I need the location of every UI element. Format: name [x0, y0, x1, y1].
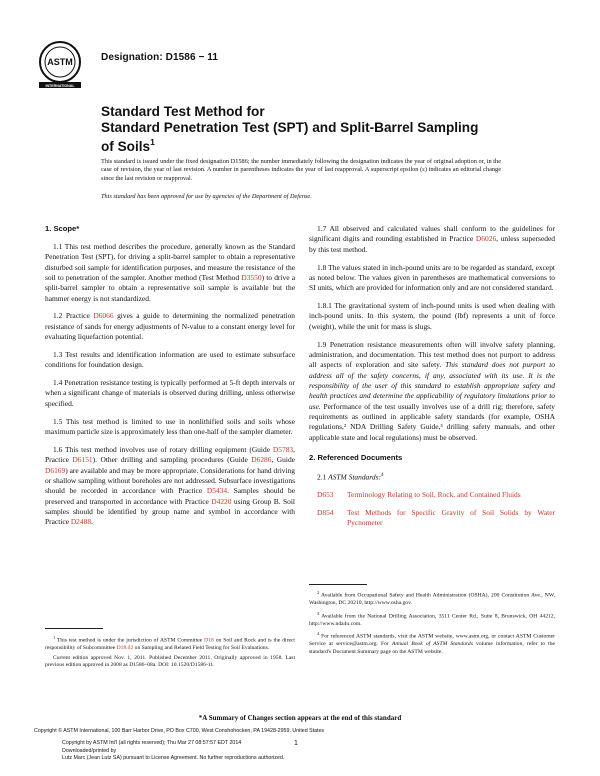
reference-code[interactable]: D653 [317, 490, 334, 500]
link-d6169[interactable]: D6169 [45, 465, 66, 475]
standard-note: This standard is issued under the fixed designation D1586; the number immediately following the designation indicates the year of original adoption or, in the case of revision, the year of last revision. A number in parentheses indicates the year of last reapproval. A superscript epsilon (ε) indicates an editorial change since the last revision or reapproval. [101, 158, 501, 182]
designation: Designation: D1586 − 11 [101, 52, 219, 63]
paragraph-1-6: 1.6 This test method involves use of rotary drilling equipment (Guide D5783, Practice D6151). Other drilling and sampling procedures (Guide D6286, Guide D6169) are available and may be more appropriate. Considerations for hand driving or shallow sampling without boreholes are not addressed. Subsurface investigations should be recorded in accordance with Practice D5434. Samples should be preserved and transported in accordance with Practice D4220 using Group B. Soil samples should be identified by group name and symbol in accordance with Practice D2488. [45, 444, 295, 527]
footnote-3: $^3$ Available from the National Drilling Association, 3511 Center Rd., Suite 8, Brunswick, OH 44212, http://www.nda4u.com. [309, 610, 556, 627]
reference-d854[interactable] [309, 508, 555, 529]
footnote-4: $^4$ For referenced ASTM standards, visit the ASTM website, www.astm.org, or contact ASTM Customer Service at service@astm.org. For Annual Book of ASTM Standards volume information, refer to the standard's Document Summary page on the ASTM website. [309, 631, 555, 655]
link-d4220[interactable]: D4220 [211, 496, 232, 506]
paragraph-1-8: 1.8 The values stated in inch-pound units are to be regarded as standard, except as noted below. The values given in parentheses are mathematical conversions to SI units, which are provided for information only and are not considered standard. [309, 262, 555, 293]
page-number: 1 [294, 740, 298, 747]
link-d6286[interactable]: D6286 [251, 455, 272, 465]
link-d6151[interactable]: D6151 [72, 455, 93, 465]
link-d18-02[interactable]: D18.02 [116, 645, 134, 651]
footnotes-left [45, 634, 295, 672]
footnote-2: $^2$ Available from Occupational Safety and Health Administration (OSHA), 200 Constitution Ave., NW, Washington, DC 20210, http://www.osha.gov. [309, 590, 555, 606]
link-d5434[interactable]: D5434 [206, 486, 228, 496]
paragraph-1-1: 1.1 This test method describes the procedure, generally known as the Standard Penetration Test (SPT), for driving a split-barrel sampler to obtain a representative disturbed soil sample for identification purposes, and measure the resistance of the soil to penetration of the sampler. Another method (Test Method D3550) to drive a split-barrel sampler to obtain a representative soil sample is available but the hammer energy is not standardized. [45, 241, 295, 303]
footnote-divider-right [309, 584, 367, 585]
paragraph-1-8-1: 1.8.1 The gravitational system of inch-pound units is used when dealing with inch-pound units. In this system, the pound (lbf) represents a unit of force (weight), while the unit for mass is slugs. [309, 301, 555, 331]
document-title [101, 104, 571, 155]
link-d18[interactable]: D18 [204, 637, 214, 644]
paragraph-1-5: 1.5 This test method is limited to use in nonlithified soils and soils whose maximum particle size is approximately less than one-half of the sampler diameter. [45, 416, 295, 436]
paragraph-1-9: 1.9 Penetration resistance measurements often will involve safety planning, administration, and documentation. This test method does not purport to address all aspects of exploration and site safety. This standard does not purport to address all of the safety concerns, if any, associated with its use. It is the responsibility of the user of this standard to establish appropriate safety and health practices and determine the applicability of regulatory limitations prior to use. Performance of the test usually involves use of a drill rig; therefore, safety requirements as outlined in applicable safety standards (for example, OSHA regulations,² NDA Drilling Safety Guide,³ drilling safety manuals, and other applicable state and local regulations) must be observed. [309, 339, 556, 442]
reference-code[interactable]: D854 [317, 508, 334, 518]
svg-text:ASTM: ASTM [47, 57, 73, 67]
scope-heading: 1. Scope* [45, 224, 80, 233]
link-d2488[interactable]: D2488 [70, 517, 92, 527]
title-line-3: of Soils$^1$ [101, 137, 155, 154]
copyright-line: Copyright © ASTM International, 100 Barr Harbor Drive, PO Box C700, West Conshohocken, PA 19428-2959. United States [34, 728, 325, 734]
reference-title[interactable]: Terminology Relating to Soil, Rock, and Contained Fluids [347, 490, 521, 500]
paragraph-1-3: 1.3 Test results and identification information are used to estimate subsurface conditions for foundation design. [45, 349, 295, 370]
title-line-2: Standard Penetration Test (SPT) and Split-Barrel Sampling [101, 119, 479, 135]
summary-of-changes-note: *A Summary of Changes section appears at the end of this standard [198, 714, 402, 722]
link-d6066[interactable]: D6066 [93, 311, 114, 321]
left-column [45, 224, 295, 535]
footnotes-right [309, 589, 555, 658]
paragraph-1-4: 1.4 Penetration resistance testing is typically performed at 5-ft depth intervals or when a significant change of materials is observed during drilling, unless otherwise specified. [45, 378, 295, 408]
download-info: Copyright by ASTM Int'l (all rights reserved); Thu Mar 27 08:57:57 EDT 2014 Downloaded/printed by Lutz Marc (Jean Lutz SA) pursuant to License Agreement. No further reproductions authorized. [62, 740, 285, 762]
reference-d653[interactable] [309, 490, 555, 500]
link-d5783[interactable]: D5783 [272, 444, 294, 454]
paragraph-1-2: 1.2 Practice D6066 gives a guide to determining the normalized penetration resistance of sands for energy adjustments of N-value to a constant energy level for evaluating liquefaction potential. [45, 311, 296, 342]
footnote-divider-left [45, 628, 103, 629]
referenced-documents-heading: 2. Referenced Documents [309, 453, 403, 463]
reference-title[interactable]: Test Methods for Specific Gravity of Soil Solids by Water Pycnometer [347, 508, 555, 528]
footnote-1-edition: Current edition approved Nov. 1, 2011. Published December 2011. Originally approved in 1958. Last previous edition approved in 2008 as D1586–08a. DOI: 10.1520/D1586-11. [45, 654, 295, 668]
approved-note: This standard has been approved for use by agencies of the Department of Defense. [101, 193, 312, 200]
svg-text:INTERNATIONAL: INTERNATIONAL [45, 83, 75, 88]
paragraph-2-1: 2.1 ASTM Standards:$^4$ [317, 472, 384, 482]
link-d6026[interactable]: D6026 [475, 234, 497, 244]
title-line-1: Standard Test Method for [101, 104, 265, 119]
paragraph-1-7: 1.7 All observed and calculated values shall conform to the guidelines for significant digits and rounding established in Practice D6026, unless superseded by this test method. [309, 224, 555, 254]
right-column [309, 224, 555, 536]
link-d3550[interactable]: D3550 [241, 272, 262, 282]
footnote-1: $^1$ This test method is under the jurisdiction of ASTM Committee D18 on Soil and Rock and is the direct responsibility of Subcommittee D18.02 on Sampling and Related Field Testing for Soil Evaluations. [45, 635, 295, 651]
astm-logo-icon [34, 38, 86, 90]
title-footnote-mark[interactable]: 1 [150, 137, 155, 147]
